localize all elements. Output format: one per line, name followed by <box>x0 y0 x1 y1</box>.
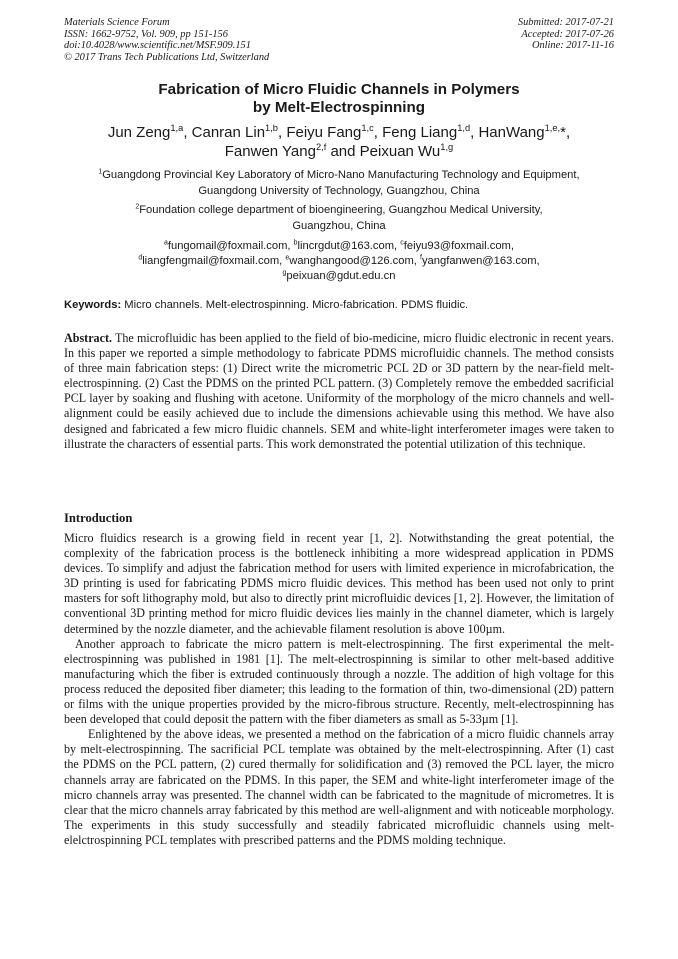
author: Feiyu Fang$^{1,c}$, <box>286 123 383 141</box>
journal-name: Materials Science Forum <box>64 17 170 28</box>
author: Canran Lin$^{1,b}$, <box>191 123 287 141</box>
author: Fanwen Yang$^{2,f}$ and <box>224 141 360 160</box>
intro-paragraph-2: Another approach to fabricate the micro pattern is melt-electrospinning. The first experimental the melt-electrospinning was published in 1981 [1]. The melt-electrospinning is similar to other melt-based additive manufacturing which the fiber is extruded continuously through a nozzle. The addition of high voltage for this process reduced the deposited fiber diameter; this leading to the formation of thin, two-dimensional (2D) pattern or films with the unique properties provided by the micro-fibrous structure. Recently, melt-electrospinning has been developed that could deposit the pattern with the fiber diameters as small as 5-33µm [1]. <box>64 636 614 727</box>
email: $^e$wanghangood@126.com, <box>285 254 421 268</box>
email: $^g$peixuan@gdut.edu.cn <box>282 269 396 283</box>
journal-info <box>64 17 269 63</box>
intro-paragraph-1: Micro fluidics research is a growing field in recent year [1, 2]. Notwithstanding the great potential, the complexity of the fabrication process is the bottleneck inhibiting a more widespread application in PDMS devices. To simplify and adjust the fabrication method for users with limited experience in microfabrication, the 3D printing is used for fabricating PDMS micro fluidic devices. This method has been used not only to print masters for soft lithography mold, but also to directly print microfluidic devices [1, 2]. However, the limitation of conventional 3D printing method for micro fluidic devices lies mainly in the channel diameter, which is largely determined by the nozzle diameter, and the achievable filament resolution is above 100µm. <box>64 531 614 636</box>
affiliation-2: $^2$Foundation college department of bioengineering, Guangzhou Medical University, Guangzhou, China <box>135 203 543 232</box>
accepted-date: Accepted: 2017-07-26 <box>521 28 614 40</box>
keywords-text: Micro channels. Melt-electrospinning. Micro-fabrication. PDMS fluidic. <box>121 299 469 311</box>
author: Feng Liang$^{1,d}$, <box>382 123 479 141</box>
abstract <box>64 331 614 452</box>
introduction-body <box>64 531 614 848</box>
title-line-1: Fabrication of Micro Fluidic Channels in Polymers <box>158 81 520 98</box>
email: $^b$lincrgdut@163.com, <box>293 239 401 252</box>
doi: doi:10.4028/www.scientific.net/MSF.909.151 <box>64 40 251 52</box>
issn: ISSN: 1662-9752, Vol. 909, pp 151-156 <box>64 28 228 40</box>
author: HanWang$^{1,e,}$*, <box>478 123 571 141</box>
keywords <box>64 298 624 313</box>
email-list <box>50 239 628 285</box>
email: $^f$yangfanwen@163.com, <box>420 254 540 268</box>
email: $^d$liangfengmail@foxmail.com, <box>138 254 286 268</box>
publication-dates <box>518 17 614 52</box>
author: Peixuan Wu$^{1,g}$ <box>359 141 454 160</box>
paper-title <box>40 81 638 117</box>
online-date: Online: 2017-11-16 <box>531 40 614 52</box>
email: $^a$fungomail@foxmail.com, <box>164 239 294 252</box>
intro-paragraph-3: Enlightened by the above ideas, we presented a method on the fabrication of a micro fluidic channels array by melt-electrospinning. The sacrificial PCL template was obtained by the melt-electrospinning. After (1) cast the PDMS on the PCL pattern, (2) cured thermally for solidification and (3) removed the PCL layer, the micro channels array are fabricated on the PDMS. In this paper, the SEM and white-light interferometer image of the micro channels array was presented. The channel width can be fabricated to the magnitude of micrometres. It is clear that the micro channels array fabricated by this method are well-alignment and with noticeable morphology. The experiments in this study successfully and steadily fabricated microfluidic channels using melt-elelctrospinning PCL templates with prescribed patterns and the PDMS molding technique. <box>64 727 614 847</box>
copyright: © 2017 Trans Tech Publications Ltd, Switzerland <box>64 51 270 63</box>
keywords-label: Keywords: <box>64 299 122 311</box>
abstract-label: Abstract. <box>64 331 113 345</box>
title-line-2: by Melt-Electrospinning <box>252 99 426 116</box>
submitted-date: Submitted: 2017-07-21 <box>517 17 614 28</box>
email: $^c$feiyu93@foxmail.com, <box>400 239 514 252</box>
author: Jun Zeng$^{1,a}$, <box>107 123 192 141</box>
abstract-text: The microfluidic has been applied to the field of bio-medicine, micro fluidic electronic in recent years. In this paper we reported a simple methodology to fabricate PDMS microfluidic channels. The method consists of three main fabrication steps: (1) Direct write the micrometric PCL 2D or 3D pattern by the near-field melt-electrospinning. (2) Cast the PDMS on the printed PCL pattern. (3) Completely remove the embedded sacrificial PCL layer by soaking and flushing with acetone. Uniformity of the morphology of the micro channels and well-alignment could be easily achieved due to include the dimensions achievable using this method. We have also designed and fabricated a few micro fluidic channels. SEM and white-light interferometer images were taken to illustrate the characters of essential parts. This work demonstrated the potential utilization of this technique. <box>64 331 614 451</box>
author-list <box>40 124 638 161</box>
affiliation-1: $^1$Guangdong Provincial Key Laboratory of Micro-Nano Manufacturing Technology and Equipment, Guangdong University of Technology, Guangzhou, China <box>98 168 580 197</box>
introduction-heading: Introduction <box>64 511 133 525</box>
